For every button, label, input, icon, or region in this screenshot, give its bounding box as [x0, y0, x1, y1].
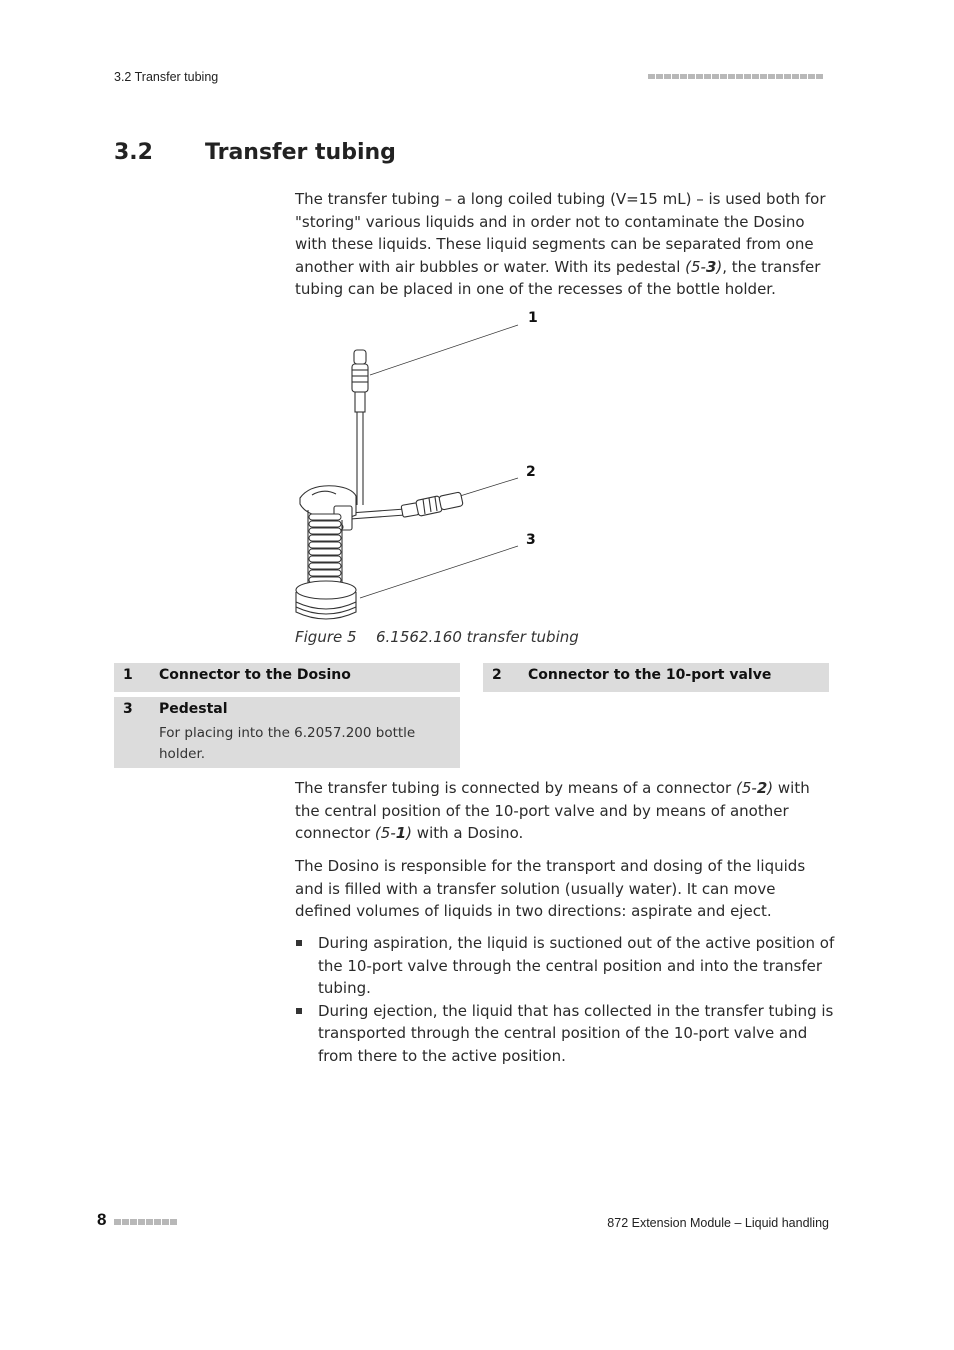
caption-text: 6.1562.160 transfer tubing [376, 628, 579, 646]
caption-label: Figure 5 [295, 628, 357, 646]
legend-item-2 [483, 663, 829, 692]
legend-item-1 [114, 663, 460, 692]
callout-1: 1 [528, 310, 538, 326]
dosino-paragraph: The Dosino is responsible for the transport and dosing of the liquids and is filled with a transfer solution (usually water). It can move defined volumes of liquids in two directions: aspirate and eject. [295, 857, 806, 920]
legend-description: For placing into the 6.2057.200 bottle holder. [159, 725, 416, 762]
legend-number: 3 [123, 701, 133, 717]
legend-item-3 [114, 697, 460, 768]
bullet-list [295, 932, 835, 1067]
running-footer: 872 Extension Module – Liquid handling [607, 1216, 829, 1230]
legend-title: Pedestal [159, 701, 228, 717]
transfer-tubing-illustration [290, 300, 550, 630]
transfer-tubing-figure [290, 300, 550, 630]
callout-2: 2 [526, 464, 536, 480]
legend-number: 1 [123, 667, 133, 683]
page-number: 8 [97, 1210, 107, 1229]
figure-caption [295, 628, 579, 646]
callout-3: 3 [526, 532, 536, 548]
connection-paragraph: The transfer tubing is connected by means of a connector (5-2) with the central position of the 10-port valve and by means of another connector (5-1) with a Dosino. [295, 779, 810, 842]
running-header: 3.2 Transfer tubing [114, 70, 219, 84]
section-number: 3.2 [114, 140, 153, 165]
legend-title: Connector to the 10-port valve [528, 667, 772, 683]
section-title: Transfer tubing [205, 140, 396, 165]
footer-decoration [114, 1219, 177, 1225]
intro-paragraph: The transfer tubing – a long coiled tubing (V=15 mL) – is used both for "storing" various liquids and in order not to contaminate the Dosino with these liquids. These liquid segments can be separated from one another with air bubbles or water. With its pedestal (5-3), the transfer tubing can be placed in one of the recesses of the bottle holder. [295, 190, 826, 298]
legend-number: 2 [492, 667, 502, 683]
header-decoration [648, 74, 823, 79]
list-item: During aspiration, the liquid is suctioned out of the active position of the 10-port valve through the central position and into the transfer tubing. [295, 932, 835, 1000]
list-item: During ejection, the liquid that has collected in the transfer tubing is transported through the central position of the 10-port valve and from there to the active position. [295, 1000, 835, 1068]
legend-title: Connector to the Dosino [159, 667, 351, 683]
